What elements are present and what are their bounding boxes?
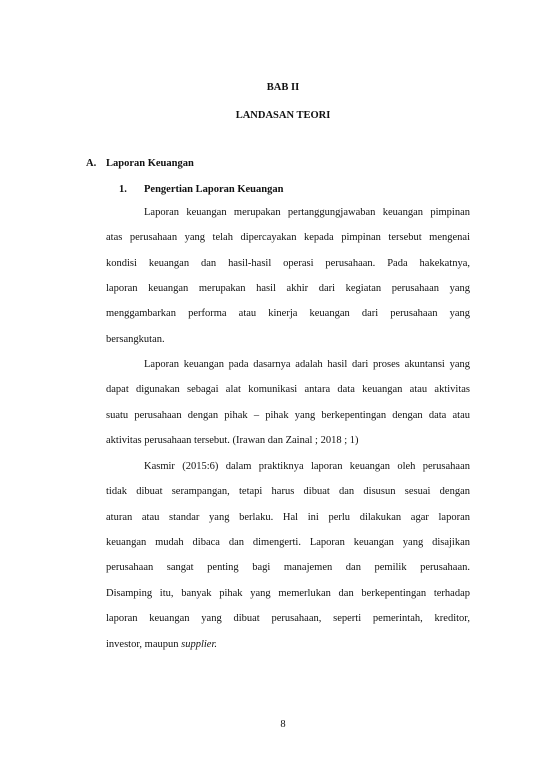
paragraph-line: Laporan keuangan pada dasarnya adalah hasil dari proses akuntansi yang bbox=[144, 359, 470, 370]
paragraph-line: Laporan keuangan merupakan pertanggungjawaban keuangan pimpinan bbox=[144, 207, 470, 218]
paragraph-line: aktivitas perusahaan tersebut. (Irawan dan Zainal ; 2018 ; 1) bbox=[106, 435, 359, 446]
subsection-heading bbox=[119, 184, 283, 195]
paragraph-line: laporan keuangan merupakan hasil akhir dari kegiatan perusahaan yang bbox=[106, 283, 470, 294]
chapter-number: BAB II bbox=[266, 82, 300, 93]
paragraph-line: perusahaan sangat penting bagi manajemen dan pemilik perusahaan. bbox=[106, 562, 470, 573]
paragraph-line-text: investor, maupun bbox=[106, 639, 179, 650]
paragraph-line: tidak dibuat serampangan, tetapi harus dibuat dan disusun sesuai dengan bbox=[106, 486, 470, 497]
paragraph-line: Disamping itu, banyak pihak yang memerlukan dan berkepentingan terhadap bbox=[106, 588, 470, 599]
italic-term: supplier. bbox=[181, 639, 218, 650]
paragraph-line: Kasmir (2015:6) dalam praktiknya laporan keuangan oleh perusahaan bbox=[144, 461, 470, 472]
paragraph-line: atas perusahaan yang telah dipercayakan kepada pimpinan tersebut mengenai bbox=[106, 232, 470, 243]
paragraph-line: menggambarkan performa atau kinerja keuangan dari perusahaan yang bbox=[106, 308, 470, 319]
subsection-title: Pengertian Laporan Keuangan bbox=[144, 184, 284, 195]
section-title: Laporan Keuangan bbox=[106, 158, 194, 169]
page-number: 8 bbox=[280, 719, 286, 730]
paragraph-line: suatu perusahaan dengan pihak – pihak yang berkepentingan dengan data atau bbox=[106, 410, 470, 421]
section-label: A. bbox=[86, 158, 97, 169]
subsection-label: 1. bbox=[119, 184, 127, 195]
paragraph-line: aturan atau standar yang berlaku. Hal ini perlu dilakukan agar laporan bbox=[106, 512, 470, 523]
paragraph-line: keuangan mudah dibaca dan dimengerti. Laporan keuangan yang disajikan bbox=[106, 537, 470, 548]
paragraph-line: bersangkutan. bbox=[106, 334, 165, 345]
paragraph-line: dapat digunakan sebagai alat komunikasi antara data keuangan atau aktivitas bbox=[106, 384, 470, 395]
section-heading bbox=[86, 158, 194, 169]
paragraph-line: laporan keuangan yang dibuat perusahaan, seperti pemerintah, kreditor, bbox=[106, 613, 470, 624]
chapter-title: LANDASAN TEORI bbox=[235, 110, 331, 121]
paragraph-last-line bbox=[106, 638, 470, 652]
paragraph-line: kondisi keuangan dan hasil-hasil operasi perusahaan. Pada hakekatnya, bbox=[106, 258, 470, 269]
